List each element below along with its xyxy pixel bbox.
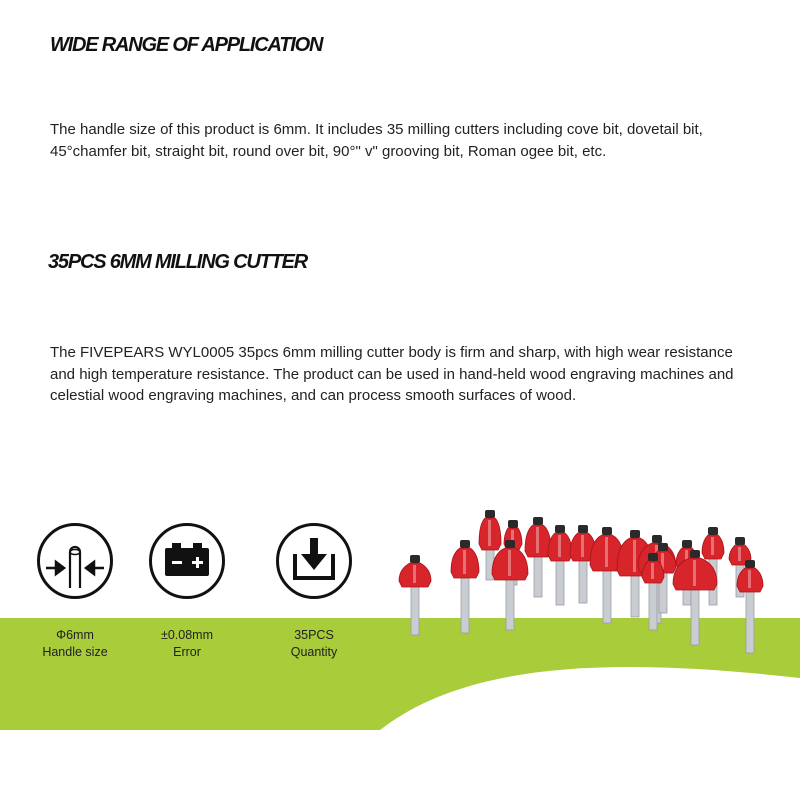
feature-handle-size: [25, 523, 125, 661]
feature-value: ±0.08mm: [160, 628, 213, 642]
feature-label: Error: [173, 645, 201, 659]
feature-label: Quantity: [290, 645, 338, 659]
feature-error: [137, 523, 237, 661]
handle-size-icon: [37, 523, 113, 599]
feature-quantity: [264, 523, 364, 661]
router-bit: [737, 560, 763, 653]
download-box-icon: [276, 523, 352, 599]
feature-value: 35PCS: [294, 628, 334, 642]
section-text-application: The handle size of this product is 6mm. It includes 35 milling cutters including cove bit, dovetail bit, 45°chamfer bit, straight bit, round over bit, 90°" v" grooving bit, Roman ogee bit, etc.: [50, 121, 703, 160]
router-bit: [451, 540, 479, 633]
section-heading-application: WIDE RANGE OF APPLICATION: [50, 34, 323, 56]
section-heading-milling-cutter: 35PCS 6MM MILLING CUTTER: [48, 251, 307, 273]
router-bit: [590, 527, 624, 623]
feature-label: Handle size: [42, 645, 108, 659]
router-bit: [399, 555, 431, 635]
router-bit: [548, 525, 572, 605]
feature-value: Φ6mm: [56, 628, 94, 642]
router-bit: [525, 517, 551, 597]
battery-error-icon: [149, 523, 225, 599]
router-bit: [492, 540, 528, 630]
milling-cutter-set-image: [395, 505, 795, 665]
section-text-milling-cutter: The FIVEPEARS WYL0005 35pcs 6mm milling cutter body is firm and sharp, with high wear resistance and high temperature resistance. The product can be used in hand-held wood engraving machines and celestial wood engraving machines, and can process smooth surfaces of wood.: [50, 344, 734, 404]
